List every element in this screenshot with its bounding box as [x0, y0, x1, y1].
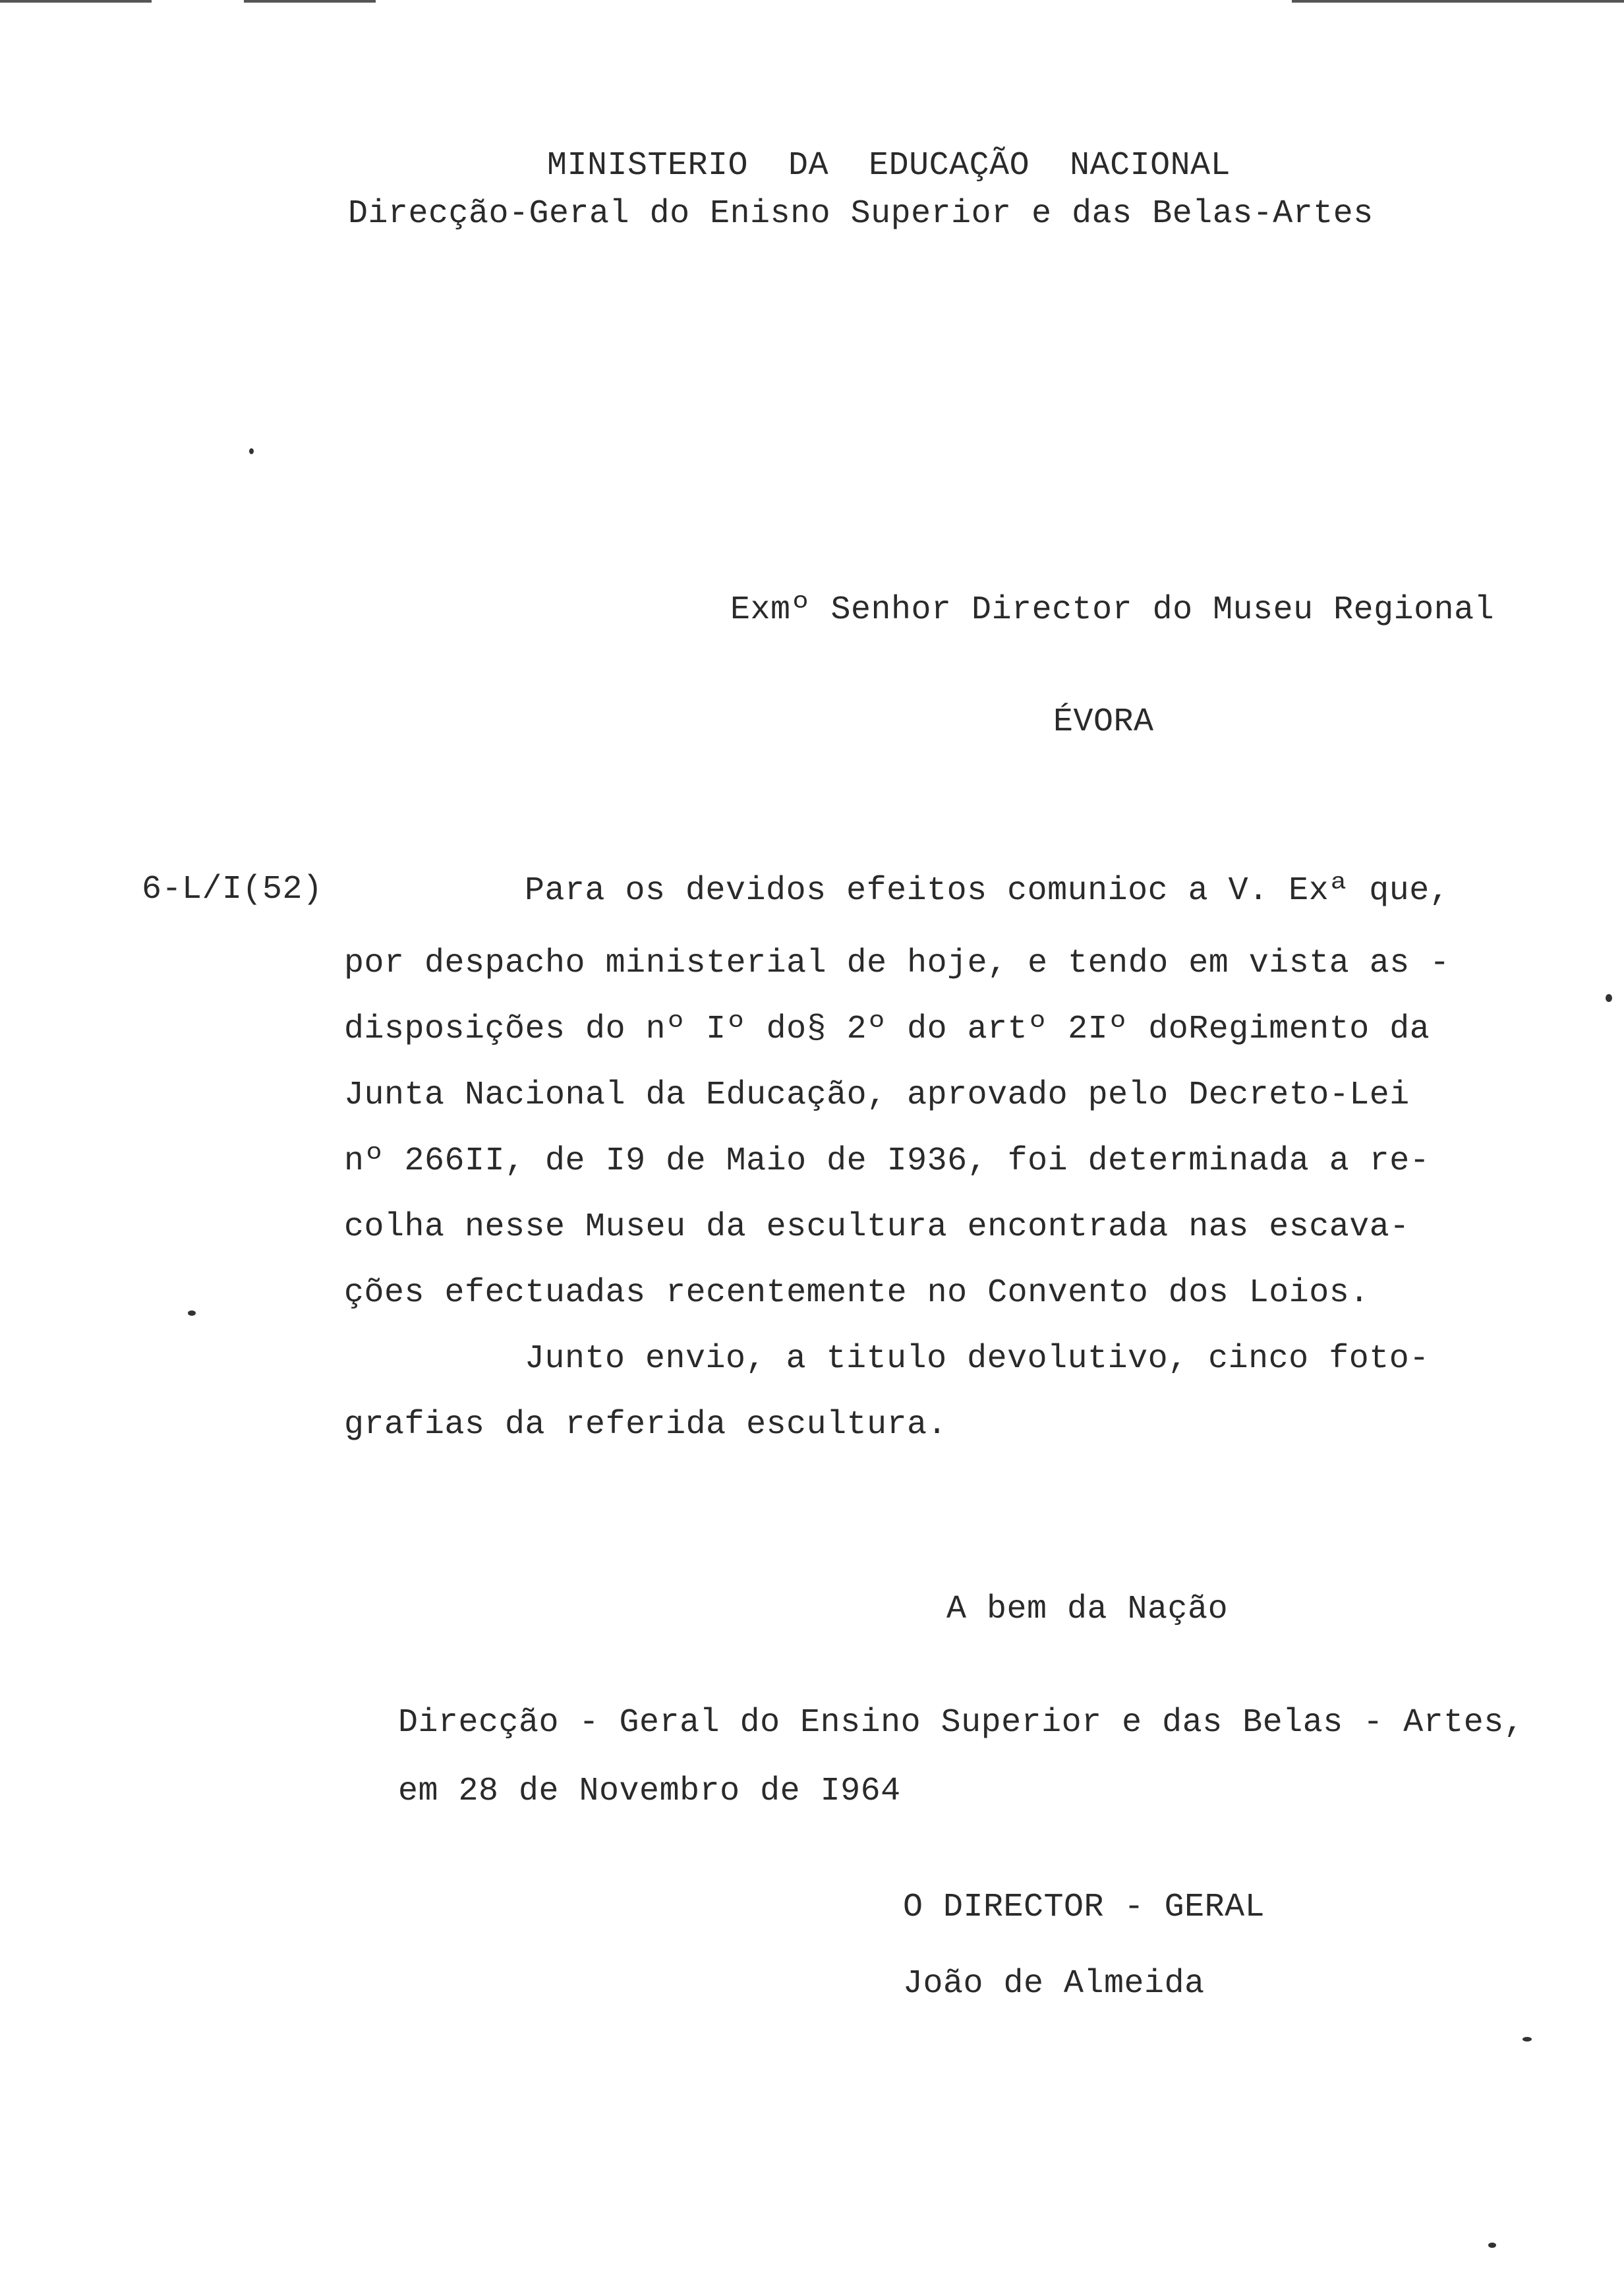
- scan-speck: [1488, 2243, 1496, 2248]
- top-edge-rule-right: [1292, 0, 1624, 3]
- closing-formula: A bem da Nação: [946, 1591, 1229, 1628]
- signatory-name: João de Almeida: [903, 1965, 1205, 2003]
- body-line: Para os devidos efeitos comunioc a V. Exª que,: [525, 872, 1450, 910]
- top-edge-rule-mid: [244, 0, 376, 3]
- scan-speck: [1606, 994, 1612, 1002]
- body-line: ções efectuadas recentemente no Convento dos Loios.: [344, 1274, 1370, 1312]
- addressee-salutation: Exmº Senhor Director do Museu Regional: [730, 591, 1495, 629]
- reference-number: 6-L/I(52): [142, 871, 323, 908]
- body-line: Junta Nacional da Educação, aprovado pelo Decreto-Lei: [344, 1076, 1410, 1114]
- signatory-title: O DIRECTOR - GERAL: [903, 1889, 1265, 1926]
- body-line: grafias da referida escultura.: [344, 1406, 948, 1444]
- directorate-heading: Direcção-Geral do Enisno Superior e das Belas-Artes: [348, 195, 1374, 233]
- ministry-heading: MINISTERIO DA EDUCAÇÃO NACIONAL: [547, 147, 1231, 185]
- closing-date: em 28 de Novembro de I964: [398, 1773, 901, 1810]
- body-line: por despacho ministerial de hoje, e tendo em vista as -: [344, 945, 1450, 982]
- scan-speck: [1522, 2037, 1532, 2042]
- closing-place: Direcção - Geral do Ensino Superior e das Belas - Artes,: [398, 1704, 1524, 1742]
- scan-speck: [249, 448, 254, 454]
- addressee-city: ÉVORA: [1053, 703, 1154, 741]
- body-line: nº 266II, de I9 de Maio de I936, foi determinada a re-: [344, 1142, 1430, 1180]
- body-line: colha nesse Museu da escultura encontrada nas escava-: [344, 1208, 1410, 1246]
- scan-speck: [188, 1310, 196, 1316]
- body-line: Junto envio, a titulo devolutivo, cinco foto-: [525, 1340, 1430, 1378]
- top-edge-rule-left: [0, 0, 152, 3]
- body-line: disposições do nº Iº do§ 2º do artº 2Iº doRegimento da: [344, 1011, 1430, 1048]
